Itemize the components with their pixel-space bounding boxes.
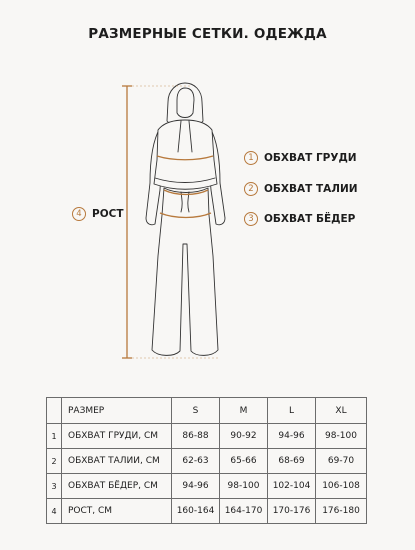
table-cell: 86-88 — [172, 424, 220, 449]
row-index: 4 — [47, 499, 62, 524]
label-height — [72, 207, 124, 221]
table-cell: 164-170 — [220, 499, 268, 524]
table-cell: 102-104 — [268, 474, 316, 499]
table-cell: 68-69 — [268, 449, 316, 474]
table-row — [47, 474, 367, 499]
label-text: ОБХВАТ БЁДЕР — [264, 213, 356, 225]
row-index: 3 — [47, 474, 62, 499]
table-cell: 98-100 — [220, 474, 268, 499]
table-cell: 62-63 — [172, 449, 220, 474]
table-header-name: РАЗМЕР — [62, 398, 172, 424]
table-header-size: L — [268, 398, 316, 424]
table-header-row — [47, 398, 367, 424]
face-outline — [177, 88, 194, 118]
table-cell: 170-176 — [268, 499, 316, 524]
table-cell — [47, 398, 62, 424]
number-badge: 3 — [244, 212, 258, 226]
table-row — [47, 499, 367, 524]
row-index: 1 — [47, 424, 62, 449]
row-name: ОБХВАТ ТАЛИИ, СМ — [62, 449, 172, 474]
label-text: РОСТ — [92, 208, 124, 220]
label-chest — [244, 151, 357, 165]
page-title: РАЗМЕРНЫЕ СЕТКИ. ОДЕЖДА — [88, 26, 327, 42]
label-text: ОБХВАТ ГРУДИ — [264, 152, 357, 164]
table-header-size: S — [172, 398, 220, 424]
table-cell: 65-66 — [220, 449, 268, 474]
label-waist — [244, 182, 358, 196]
table-row — [47, 424, 367, 449]
label-text: ОБХВАТ ТАЛИИ — [264, 183, 358, 195]
label-hips — [244, 212, 355, 226]
table-cell: 94-96 — [268, 424, 316, 449]
number-badge: 2 — [244, 182, 258, 196]
row-index: 2 — [47, 449, 62, 474]
size-table — [46, 397, 367, 524]
row-name: РОСТ, СМ — [62, 499, 172, 524]
table-cell: 94-96 — [172, 474, 220, 499]
table-cell: 69-70 — [316, 449, 367, 474]
row-name: ОБХВАТ ГРУДИ, СМ — [62, 424, 172, 449]
table-header-size: M — [220, 398, 268, 424]
hoodie-body — [154, 120, 217, 189]
table-cell: 160-164 — [172, 499, 220, 524]
table-cell: 90-92 — [220, 424, 268, 449]
table-row — [47, 449, 367, 474]
table-header-size: XL — [316, 398, 367, 424]
number-badge: 4 — [72, 207, 86, 221]
table-cell: 176-180 — [316, 499, 367, 524]
table-cell: 106-108 — [316, 474, 367, 499]
number-badge: 1 — [244, 151, 258, 165]
table-cell: 98-100 — [316, 424, 367, 449]
row-name: ОБХВАТ БЁДЕР, СМ — [62, 474, 172, 499]
